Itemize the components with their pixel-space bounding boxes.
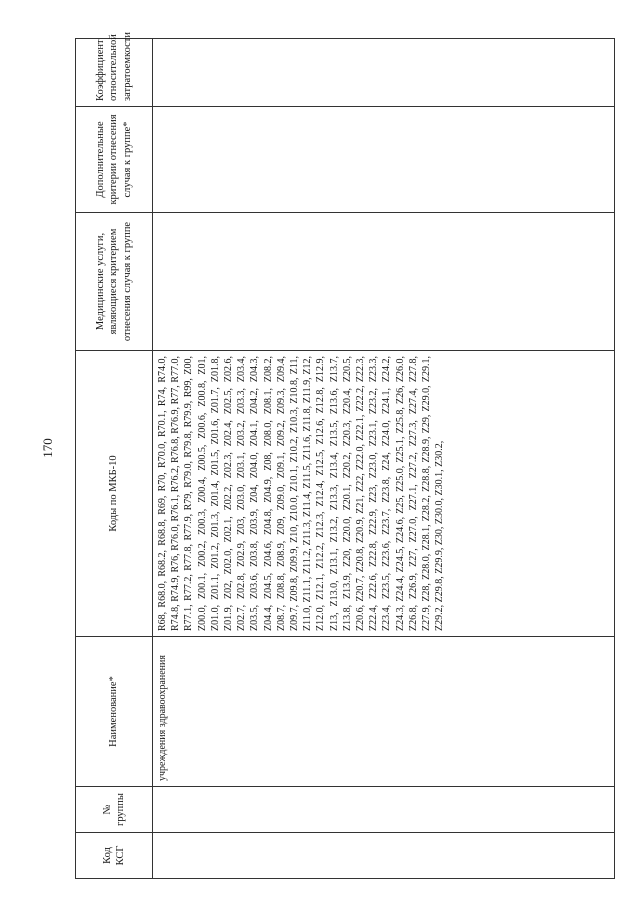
- rotated-sheet: [75, 32, 615, 879]
- header-services: Медицинские услуги, являющиеся критерием отнесения случая к группе: [76, 213, 153, 351]
- header-ksg-code: Код КСГ: [76, 833, 153, 879]
- cell-coefficient: [153, 39, 615, 107]
- table-row: [153, 39, 615, 879]
- header-group-number: № группы: [76, 787, 153, 833]
- cell-group-number: [153, 787, 615, 833]
- cell-name: учреждения здравоохранения: [153, 637, 615, 787]
- header-mkb-codes: Коды по МКБ-10: [76, 351, 153, 637]
- header-coefficient: Коэффициент относительной затратоемкости: [76, 39, 153, 107]
- page-number: 170: [39, 438, 55, 458]
- cell-ksg-code: [153, 833, 615, 879]
- table-header-row: [76, 39, 153, 879]
- cell-extra-criteria: [153, 107, 615, 213]
- cell-mkb-codes: R68, R68.0, R68.2, R68.8, R69, R70, R70.0, R70.1, R74, R74.0, R74.8, R74.9, R76, R76.0, R76.1, R76.2, R76.8, R76.9, R77, R77.0, R77.1, R77.2, R77.8, R77.9, R79, R79.0, R79.8, R79.9, R99, Z00, Z00.0, Z00.1, Z00.2, Z00.3, Z00.4, Z00.5, Z00.6, Z00.8, Z01, Z01.0, Z01.1, Z01.2, Z01.3, Z01.4, Z01.5, Z01.6, Z01.7, Z01.8, Z01.9, Z02, Z02.0, Z02.1, Z02.2, Z02.3, Z02.4, Z02.5, Z02.6, Z02.7, Z02.8, Z02.9, Z03, Z03.0, Z03.1, Z03.2, Z03.3, Z03.4, Z03.5, Z03.6, Z03.8, Z03.9, Z04, Z04.0, Z04.1, Z04.2, Z04.3, Z04.4, Z04.5, Z04.6, Z04.8, Z04.9, Z08, Z08.0, Z08.1, Z08.2, Z08.7, Z08.8, Z08.9, Z09, Z09.0, Z09.1, Z09.2, Z09.3, Z09.4, Z09.7, Z09.8, Z09.9, Z10, Z10.0, Z10.1, Z10.2, Z10.3, Z10.8, Z11, Z11.0, Z11.1, Z11.2, Z11.3, Z11.4, Z11.5, Z11.6, Z11.8, Z11.9, Z12, Z12.0, Z12.1, Z12.2, Z12.3, Z12.4, Z12.5, Z12.6, Z12.8, Z12.9, Z13, Z13.0, Z13.1, Z13.2, Z13.3, Z13.4, Z13.5, Z13.6, Z13.7, Z13.8, Z13.9, Z20, Z20.0, Z20.1, Z20.2, Z20.3, Z20.4, Z20.5, Z20.6, Z20.7, Z20.8, Z20.9, Z21, Z22, Z22.0, Z22.1, Z22.2, Z22.3, Z22.4, Z22.6, Z22.8, Z22.9, Z23, Z23.0, Z23.1, Z23.2, Z23.3, Z23.4, Z23.5, Z23.6, Z23.7, Z23.8, Z24, Z24.0, Z24.1, Z24.2, Z24.3, Z24.4, Z24.5, Z24.6, Z25, Z25.0, Z25.1, Z25.8, Z26, Z26.0, Z26.8, Z26.9, Z27, Z27.0, Z27.1, Z27.2, Z27.3, Z27.4, Z27.8, Z27.9, Z28, Z28.0, Z28.1, Z28.2, Z28.8, Z28.9, Z29, Z29.0, Z29.1, Z29.2, Z29.8, Z29.9, Z30, Z30.0, Z30.1, Z30.2,: [153, 351, 615, 637]
- cell-services: [153, 213, 615, 351]
- header-extra-criteria: Дополнительные критерии отнесения случая к группе*: [76, 107, 153, 213]
- ksg-table: [75, 32, 615, 879]
- header-name: Наименование*: [76, 637, 153, 787]
